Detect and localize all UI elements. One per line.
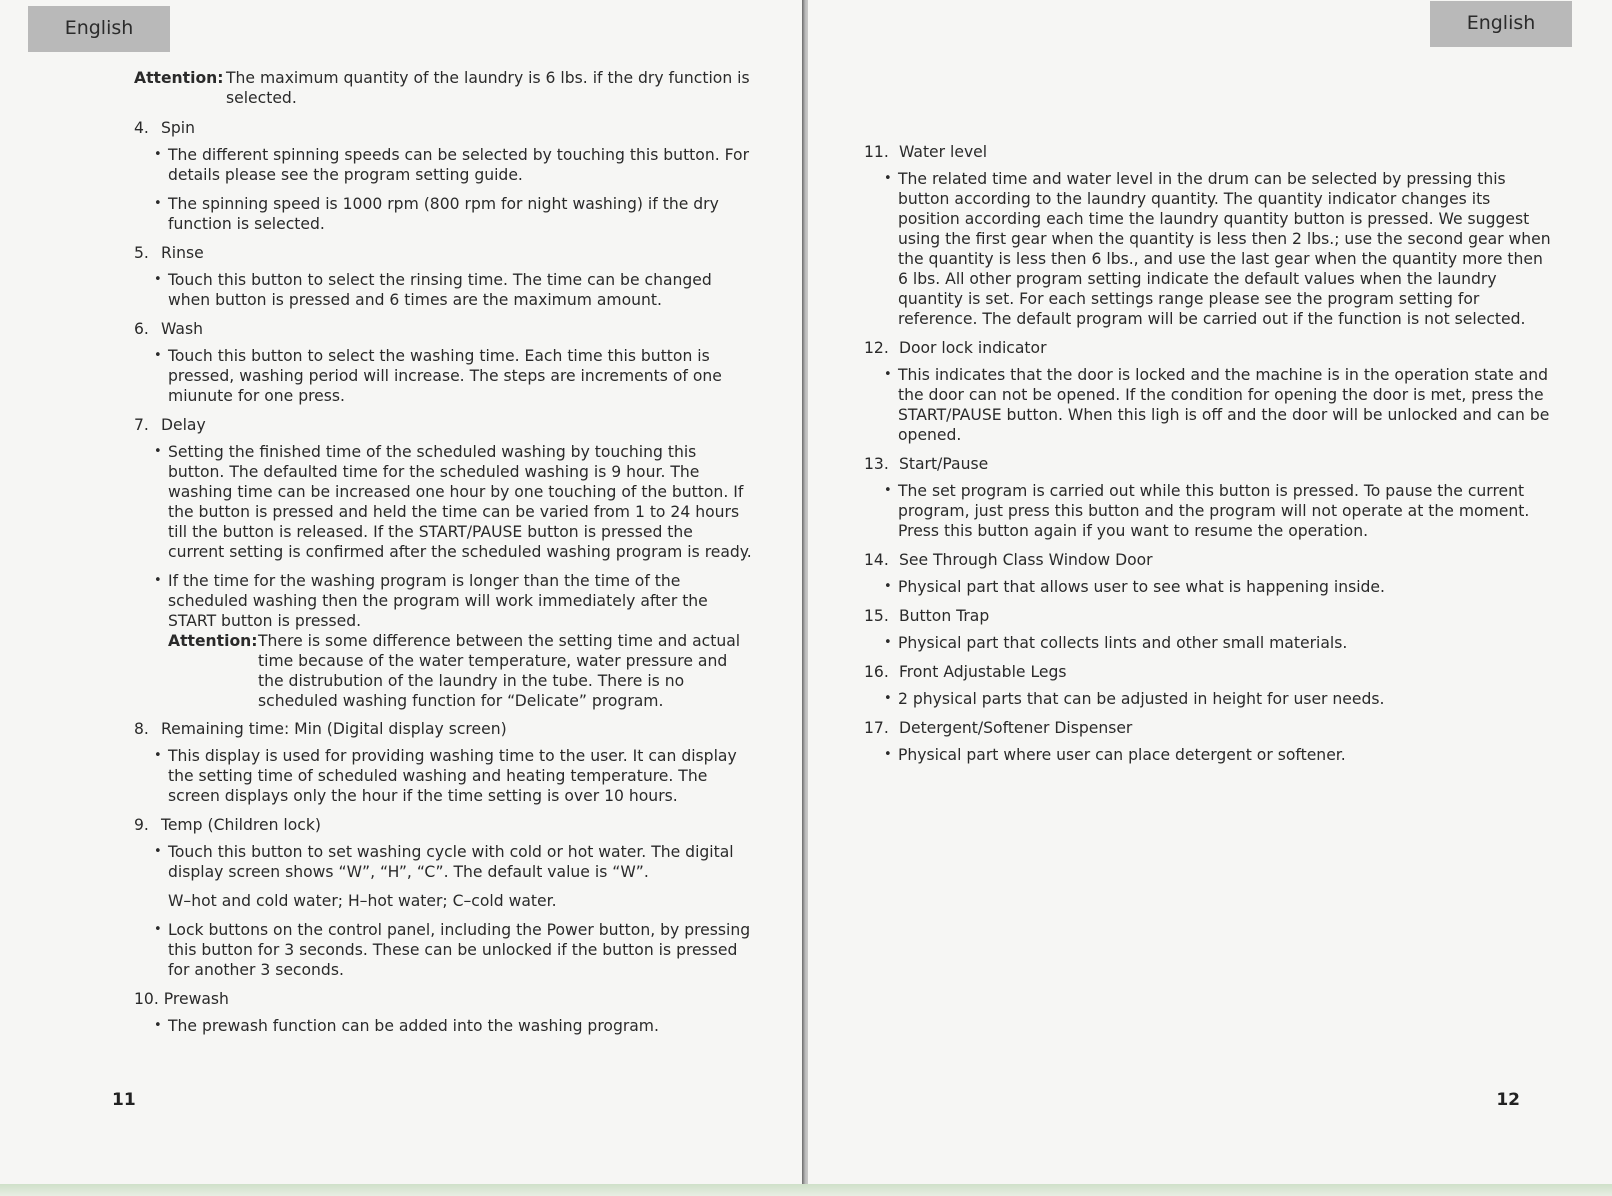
desk-surface bbox=[0, 1184, 1612, 1196]
list-item: • This display is used for providing washing time to the user. It can display the setting time of scheduled washing and heating temperature. The screen displays only the hour if the time setting is over 10 hours. bbox=[134, 746, 754, 806]
left-page-content bbox=[134, 68, 754, 1045]
list-item: • The related time and water level in the drum can be selected by pressing this button according to the laundry quantity. The quantity indicator changes its position according each time the laundry quantity button is pressed. We suggest using the first gear when the quantity is less then 2 lbs.; use the second gear when the quantity is less then 6 lbs., and use the last gear when the quantity more then 6 lbs. All other program setting indicate the default values when the laundry quantity is set. For each settings range please see the program setting for reference. The default program will be carried out if the function is not selected. bbox=[864, 169, 1554, 329]
list-item: • Physical part where user can place detergent or softener. bbox=[864, 745, 1554, 765]
section-spin bbox=[134, 118, 754, 234]
section-title: 8. Remaining time: Min (Digital display screen) bbox=[134, 720, 507, 738]
section-title: 12. Door lock indicator bbox=[864, 339, 1047, 357]
attention-label: Attention: bbox=[134, 69, 224, 87]
section-adjustable-legs bbox=[864, 662, 1554, 709]
right-page-content bbox=[864, 134, 1554, 774]
list-item: • Setting the finished time of the scheduled washing by touching this button. The defaulted time for the scheduled washing is 9 hour. The washing time can be increased one hour by one touching of the button. If the button is pressed and held the time can be varied from 1 to 24 hours till the button is released. If the START/PAUSE button is pressed the current setting is confirmed after the scheduled washing program is ready. bbox=[134, 442, 754, 562]
attention-text: The maximum quantity of the laundry is 6 lbs. if the dry function is selected. bbox=[226, 69, 750, 107]
section-title: 13. Start/Pause bbox=[864, 455, 989, 473]
section-detergent-dispenser bbox=[864, 718, 1554, 765]
section-title: 16. Front Adjustable Legs bbox=[864, 663, 1067, 681]
section-title: 6. Wash bbox=[134, 320, 203, 338]
right-page bbox=[808, 0, 1612, 1184]
section-title: 17. Detergent/Softener Dispenser bbox=[864, 719, 1133, 737]
section-title: 9. Temp (Children lock) bbox=[134, 816, 321, 834]
list-item: • Physical part that allows user to see what is happening inside. bbox=[864, 577, 1554, 597]
section-wash bbox=[134, 319, 754, 406]
left-page bbox=[0, 0, 804, 1184]
list-item: • If the time for the washing program is longer than the time of the scheduled washing then the program will work immediately after the START button is pressed. bbox=[134, 571, 754, 631]
page-number: 11 bbox=[112, 1090, 136, 1110]
section-rinse bbox=[134, 243, 754, 310]
language-tab: English bbox=[1430, 1, 1572, 47]
language-tab: English bbox=[28, 6, 170, 52]
list-item: • The spinning speed is 1000 rpm (800 rpm for night washing) if the dry function is selected. bbox=[134, 194, 754, 234]
section-window-door bbox=[864, 550, 1554, 597]
list-item: • The prewash function can be added into the washing program. bbox=[134, 1016, 754, 1036]
list-item: • The set program is carried out while this button is pressed. To pause the current program, just press this button and the program will not operate at the moment. Press this button again if you want to resume the operation. bbox=[864, 481, 1554, 541]
section-water-level bbox=[864, 142, 1554, 329]
section-prewash bbox=[134, 989, 754, 1036]
section-title: 4. Spin bbox=[134, 119, 195, 137]
section-title: 5. Rinse bbox=[134, 244, 204, 262]
attention-label: Attention: bbox=[168, 632, 258, 650]
delay-attention-note bbox=[134, 631, 754, 711]
list-item: • Lock buttons on the control panel, including the Power button, by pressing this button for 3 seconds. These can be unlocked if the button is pressed for another 3 seconds. bbox=[134, 920, 754, 980]
section-delay bbox=[134, 415, 754, 711]
section-temp bbox=[134, 815, 754, 980]
list-item: • This indicates that the door is locked and the machine is in the operation state and the door can not be opened. If the condition for opening the door is met, press the START/PAUSE button. When this ligh is off and the door will be unlocked and can be opened. bbox=[864, 365, 1554, 445]
list-item: • 2 physical parts that can be adjusted in height for user needs. bbox=[864, 689, 1554, 709]
attention-text: There is some difference between the setting time and actual time because of the water temperature, water pressure and the distrubution of the laundry in the tube. There is no scheduled washing function for “Delicate” program. bbox=[258, 632, 741, 710]
list-item: • Touch this button to select the washing time. Each time this button is pressed, washing period will increase. The steps are increments of one miunute for one press. bbox=[134, 346, 754, 406]
section-start-pause bbox=[864, 454, 1554, 541]
attention-note bbox=[134, 68, 754, 108]
section-title: 7. Delay bbox=[134, 416, 206, 434]
list-item: • The different spinning speeds can be selected by touching this button. For details please see the program setting guide. bbox=[134, 145, 754, 185]
section-title: 15. Button Trap bbox=[864, 607, 990, 625]
page-number: 12 bbox=[1496, 1090, 1520, 1110]
list-item: • Touch this button to set washing cycle with cold or hot water. The digital display screen shows “W”, “H”, “C”. The default value is “W”. bbox=[134, 842, 754, 882]
section-door-lock-indicator bbox=[864, 338, 1554, 445]
temp-legend: W–hot and cold water; H–hot water; C–cold water. bbox=[168, 892, 557, 910]
section-remaining-time bbox=[134, 719, 754, 806]
section-button-trap bbox=[864, 606, 1554, 653]
list-item: • Physical part that collects lints and other small materials. bbox=[864, 633, 1554, 653]
section-title: 10. Prewash bbox=[134, 990, 229, 1008]
section-title: 14. See Through Class Window Door bbox=[864, 551, 1153, 569]
list-item: • Touch this button to select the rinsing time. The time can be changed when button is pressed and 6 times are the maximum amount. bbox=[134, 270, 754, 310]
section-title: 11. Water level bbox=[864, 143, 988, 161]
